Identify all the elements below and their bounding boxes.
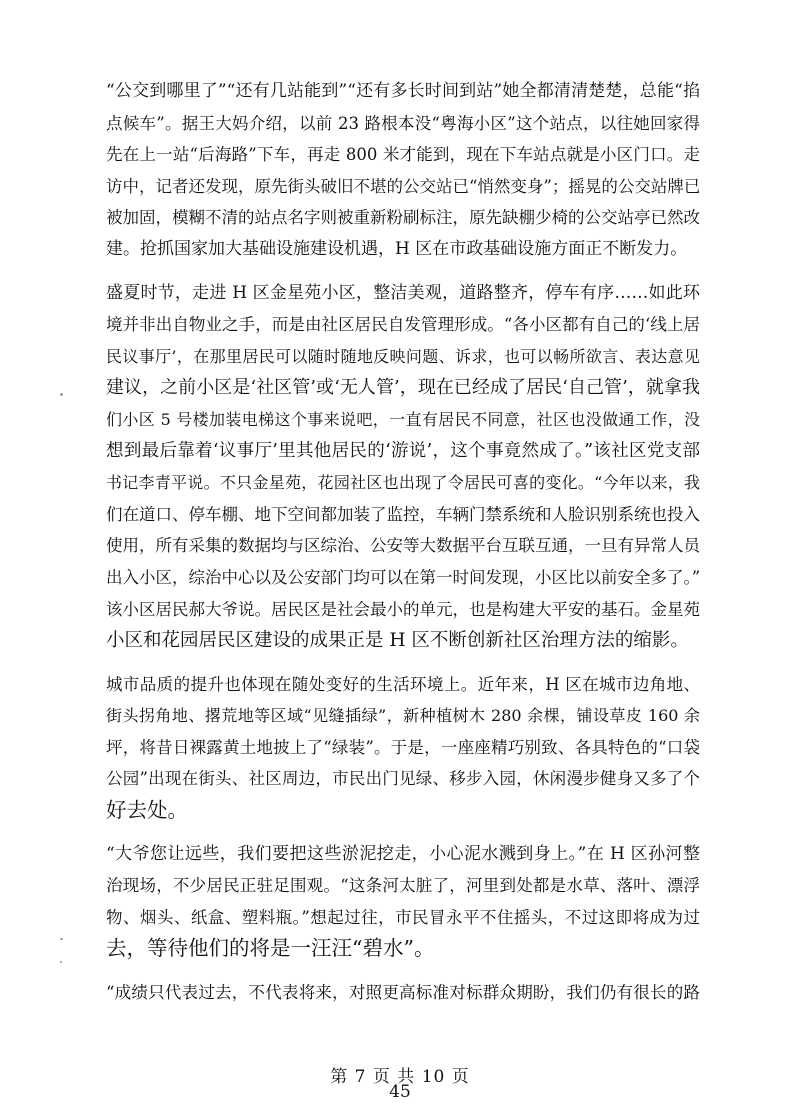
scan-speck [60, 938, 63, 940]
text-line: 使用，所有采集的数据均与区综治、公安等大数据平台互联互通，一旦有异常人员 [106, 536, 700, 556]
text-line: 们小区 5 号楼加装电梯这个事来说吧，一直有居民不同意，社区也没做通工作，没 [106, 409, 700, 429]
text-line: “公交到哪里了”“还有几站能到”“还有多长时间到站”她全都清清楚楚，总能“掐 [106, 81, 700, 101]
paragraph-1 [106, 76, 700, 266]
text-line: 城市品质的提升也体现在随处变好的生活环境上。近年来，H 区在城市边角地、 [106, 674, 700, 694]
paragraph-3 [106, 669, 700, 827]
text-line: 们在道口、停车棚、地下空间都加装了监控，车辆门禁系统和人脸识别系统也投入 [106, 504, 700, 524]
text-line: 建。抢抓国家加大基础设施建设机遇，H 区在市政基础设施方面正不断发力。 [106, 238, 688, 259]
text-line: 访中，记者还发现，原先街头破旧不堪的公交站已“悄然变身”；摇晃的公交站牌已 [106, 176, 701, 196]
scan-speck [60, 393, 63, 396]
text-line: 民议事厅’，在那里居民可以随时随地反映问题、诉求，也可以畅所欲言、表达意见 [106, 346, 700, 366]
paragraph-5 [106, 977, 700, 1009]
text-line: 点候车”。据王大妈介绍，以前 23 路根本没“粤海小区”这个站点，以往她回家得 [106, 113, 700, 133]
text-line: 被加固，模糊不清的站点名字则被重新粉刷标注，原先缺棚少椅的公交站亭已然改 [106, 208, 700, 228]
page-info: 第 7 页 共 10 页 [330, 1067, 470, 1087]
text-line: 去，等待他们的将是一汪汪“碧水”。 [106, 936, 435, 961]
text-line: 想到最后靠着‘议事厅’里其他居民的‘游说’，这个事竟然成了。”该社区党支部 [106, 440, 700, 461]
article-body [106, 76, 700, 1021]
text-line: 先在上一站“后海路”下车，再走 800 米才能到，现在下车站点就是小区门口。走 [106, 145, 700, 165]
text-line: 出入小区，综治中心以及公安部门均可以在第一时间发现，小区比以前安全多了。” [106, 567, 701, 587]
scan-speck [60, 961, 62, 963]
text-line: 境并非出自物业之手，而是由社区居民自发管理形成。“各小区都有自己的‘线上居 [106, 315, 700, 335]
page-number: 45 [389, 1082, 411, 1102]
text-line: 小区和花园居民区建设的成果正是 H 区不断创新社区治理方法的缩影。 [106, 630, 689, 652]
text-line: 公园”出现在街头、社区周边，市民出门见绿、移步入园，休闲漫步健身又多了个 [106, 769, 700, 789]
paragraph-4 [106, 839, 700, 965]
text-line: “成绩只代表过去，不代表将来，对照更高标准对标群众期盼，我们仍有很长的路 [106, 983, 700, 1003]
text-line: 治现场，不少居民正驻足围观。“这条河太脏了，河里到处都是水草、落叶、漂浮 [106, 876, 700, 896]
text-line: 好去处。 [106, 798, 188, 823]
text-line: “大爷您让远些，我们要把这些淤泥挖走，小心泥水溅到身上。”在 H 区孙河整 [106, 843, 700, 864]
text-line: 该小区居民郝大爷说。居民区是社会最小的单元，也是构建大平安的基石。金星苑 [106, 599, 700, 619]
text-line: 建议，之前小区是‘社区管’或‘无人管’，现在已经成了居民‘自己管’，就拿我 [106, 377, 700, 399]
text-line: 坪，将昔日裸露黄土地披上了“绿装”。于是，一座座精巧别致、各具特色的“口袋 [106, 737, 700, 757]
text-line: 盛夏时节，走进 H 区金星苑小区，整洁美观，道路整齐，停车有序……如此环 [106, 282, 700, 303]
text-line: 书记李青平说。不只金星苑，花园社区也出现了令居民可喜的变化。“今年以来，我 [106, 473, 700, 493]
text-line: 物、烟头、纸盒、塑料瓶。”想起过往，市民冒永平不住摇头，不过这即将成为过 [106, 907, 700, 927]
text-line: 街头拐角地、撂荒地等区域“见缝插绿”，新种植树木 280 余棵，铺设草皮 160 余 [106, 706, 700, 726]
paragraph-2 [106, 278, 700, 657]
